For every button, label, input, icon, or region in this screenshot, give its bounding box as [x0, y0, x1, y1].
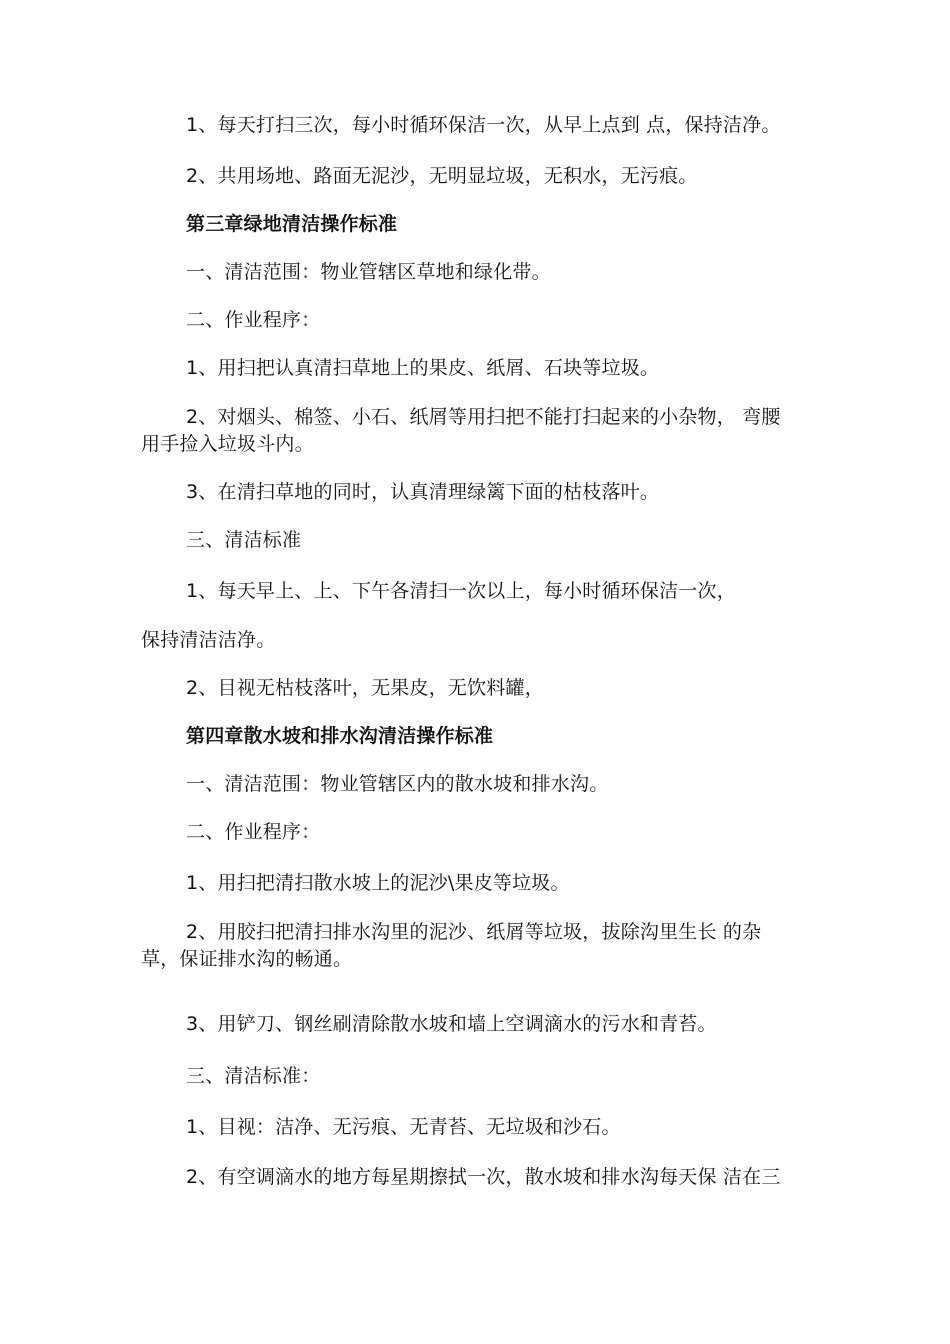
- text-line: 保持清洁洁净。: [141, 629, 276, 651]
- text-line: 草，保证排水沟的畅通。: [141, 948, 353, 970]
- text-line: 2、对烟头、棉签、小石、纸屑等用扫把不能打扫起来的小杂物， 弯腰: [186, 406, 781, 428]
- text-line: 2、共用场地、路面无泥沙，无明显垃圾，无积水，无污痕。: [186, 165, 698, 187]
- text-line: 2、目视无枯枝落叶，无果皮，无饮料罐，: [186, 677, 544, 699]
- text-line: 1、用扫把认真清扫草地上的果皮、纸屑、石块等垃圾。: [186, 357, 660, 379]
- chapter-heading: 第三章绿地清洁操作标准: [186, 213, 398, 235]
- text-line: 二、作业程序：: [186, 821, 321, 843]
- text-line: 二、作业程序：: [186, 309, 321, 331]
- text-line: 1、目视：洁净、无污痕、无青苔、无垃圾和沙石。: [186, 1116, 621, 1138]
- text-line: 用手捡入垃圾斗内。: [141, 433, 314, 455]
- text-line: 三、清洁标准: [186, 529, 302, 551]
- text-line: 2、用胶扫把清扫排水沟里的泥沙、纸屑等垃圾，拔除沟里生长 的杂: [186, 921, 762, 943]
- text-line: 3、用铲刀、钢丝刷清除散水坡和墙上空调滴水的污水和青苔。: [186, 1013, 717, 1035]
- text-line: 一、清洁范围：物业管辖区草地和绿化带。: [186, 261, 551, 283]
- chapter-heading: 第四章散水坡和排水沟清洁操作标准: [186, 725, 494, 747]
- text-line: 一、清洁范围：物业管辖区内的散水坡和排水沟。: [186, 773, 609, 795]
- text-line: 1、用扫把清扫散水坡上的泥沙\果皮等垃圾。: [186, 872, 570, 894]
- text-line: 2、有空调滴水的地方每星期擦拭一次，散水坡和排水沟每天保 洁在三: [186, 1166, 781, 1188]
- text-line: 三、清洁标准：: [186, 1065, 321, 1087]
- text-line: 1、每天打扫三次，每小时循环保洁一次，从早上点到 点，保持洁净。: [186, 114, 781, 136]
- text-line: 3、在清扫草地的同时，认真清理绿篱下面的枯枝落叶。: [186, 481, 660, 503]
- text-line: 1、每天早上、上、下午各清扫一次以上，每小时循环保洁一次，: [186, 580, 736, 602]
